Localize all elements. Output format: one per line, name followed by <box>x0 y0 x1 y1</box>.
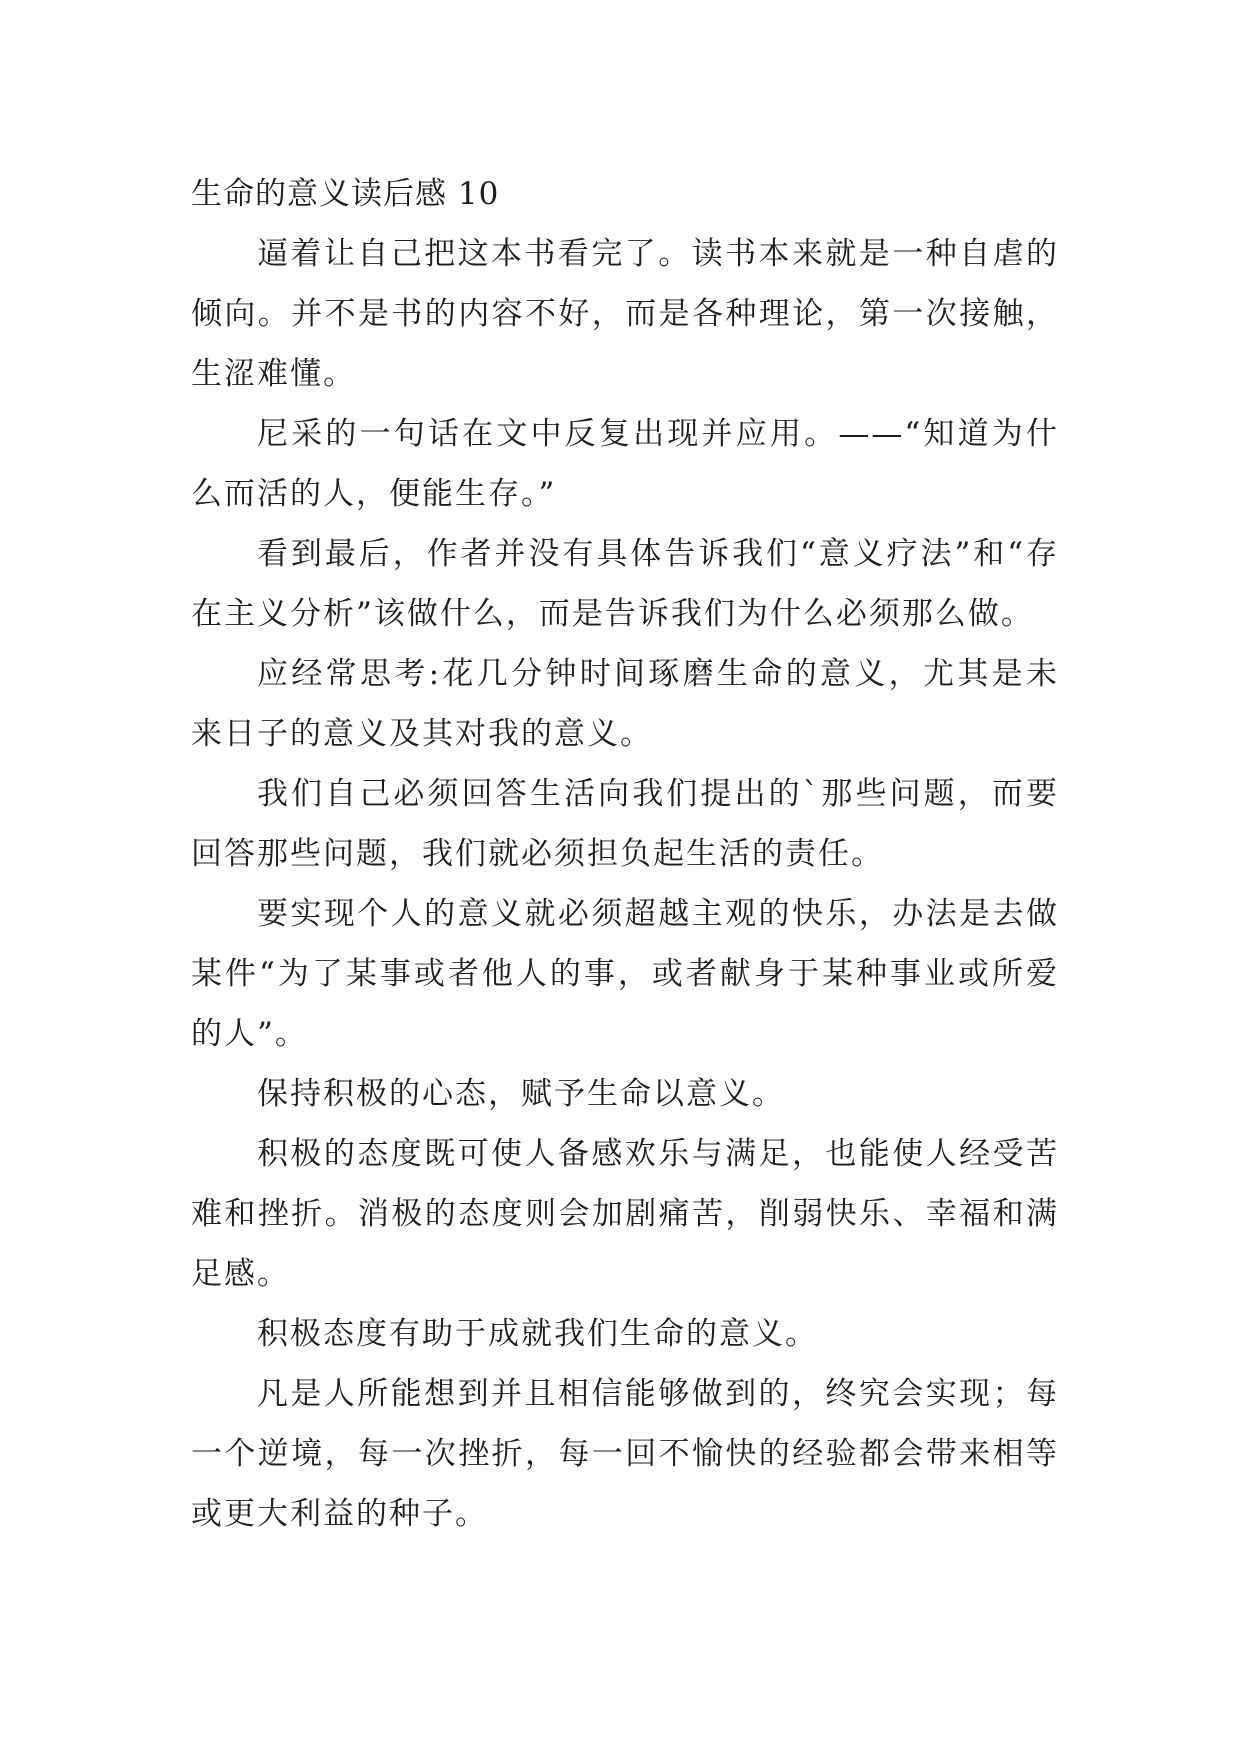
paragraph: 应经常思考:花几分钟时间琢磨生命的意义，尤其是未来日子的意义及其对我的意义。 <box>191 656 1059 752</box>
paragraph: 逼着让自己把这本书看完了。读书本来就是一种自虐的倾向。并不是书的内容不好，而是各种理论，第一次接触，生涩难懂。 <box>191 236 1059 392</box>
document-body <box>191 164 1059 1544</box>
paragraph: 凡是人所能想到并且相信能够做到的，终究会实现；每一个逆境，每一次挫折，每一回不愉快的经验都会带来相等或更大利益的种子。 <box>191 1376 1059 1532</box>
paragraph: 尼采的一句话在文中反复出现并应用。——“知道为什么而活的人，便能生存。” <box>191 416 1059 512</box>
paragraph: 积极的态度既可使人备感欢乐与满足，也能使人经受苦难和挫折。消极的态度则会加剧痛苦，削弱快乐、幸福和满足感。 <box>191 1136 1059 1292</box>
paragraph: 保持积极的心态，赋予生命以意义。 <box>257 1076 785 1112</box>
paragraph: 要实现个人的意义就必须超越主观的快乐，办法是去做某件“为了某事或者他人的事，或者献身于某种事业或所爱的人”。 <box>191 896 1059 1052</box>
paragraph: 积极态度有助于成就我们生命的意义。 <box>257 1316 818 1352</box>
paragraph: 看到最后，作者并没有具体告诉我们“意义疗法”和“存在主义分析”该做什么，而是告诉我们为什么必须那么做。 <box>191 536 1059 632</box>
document-title: 生命的意义读后感 10 <box>191 176 500 212</box>
paragraph: 我们自己必须回答生活向我们提出的`那些问题，而要回答那些问题，我们就必须担负起生活的责任。 <box>191 776 1059 872</box>
